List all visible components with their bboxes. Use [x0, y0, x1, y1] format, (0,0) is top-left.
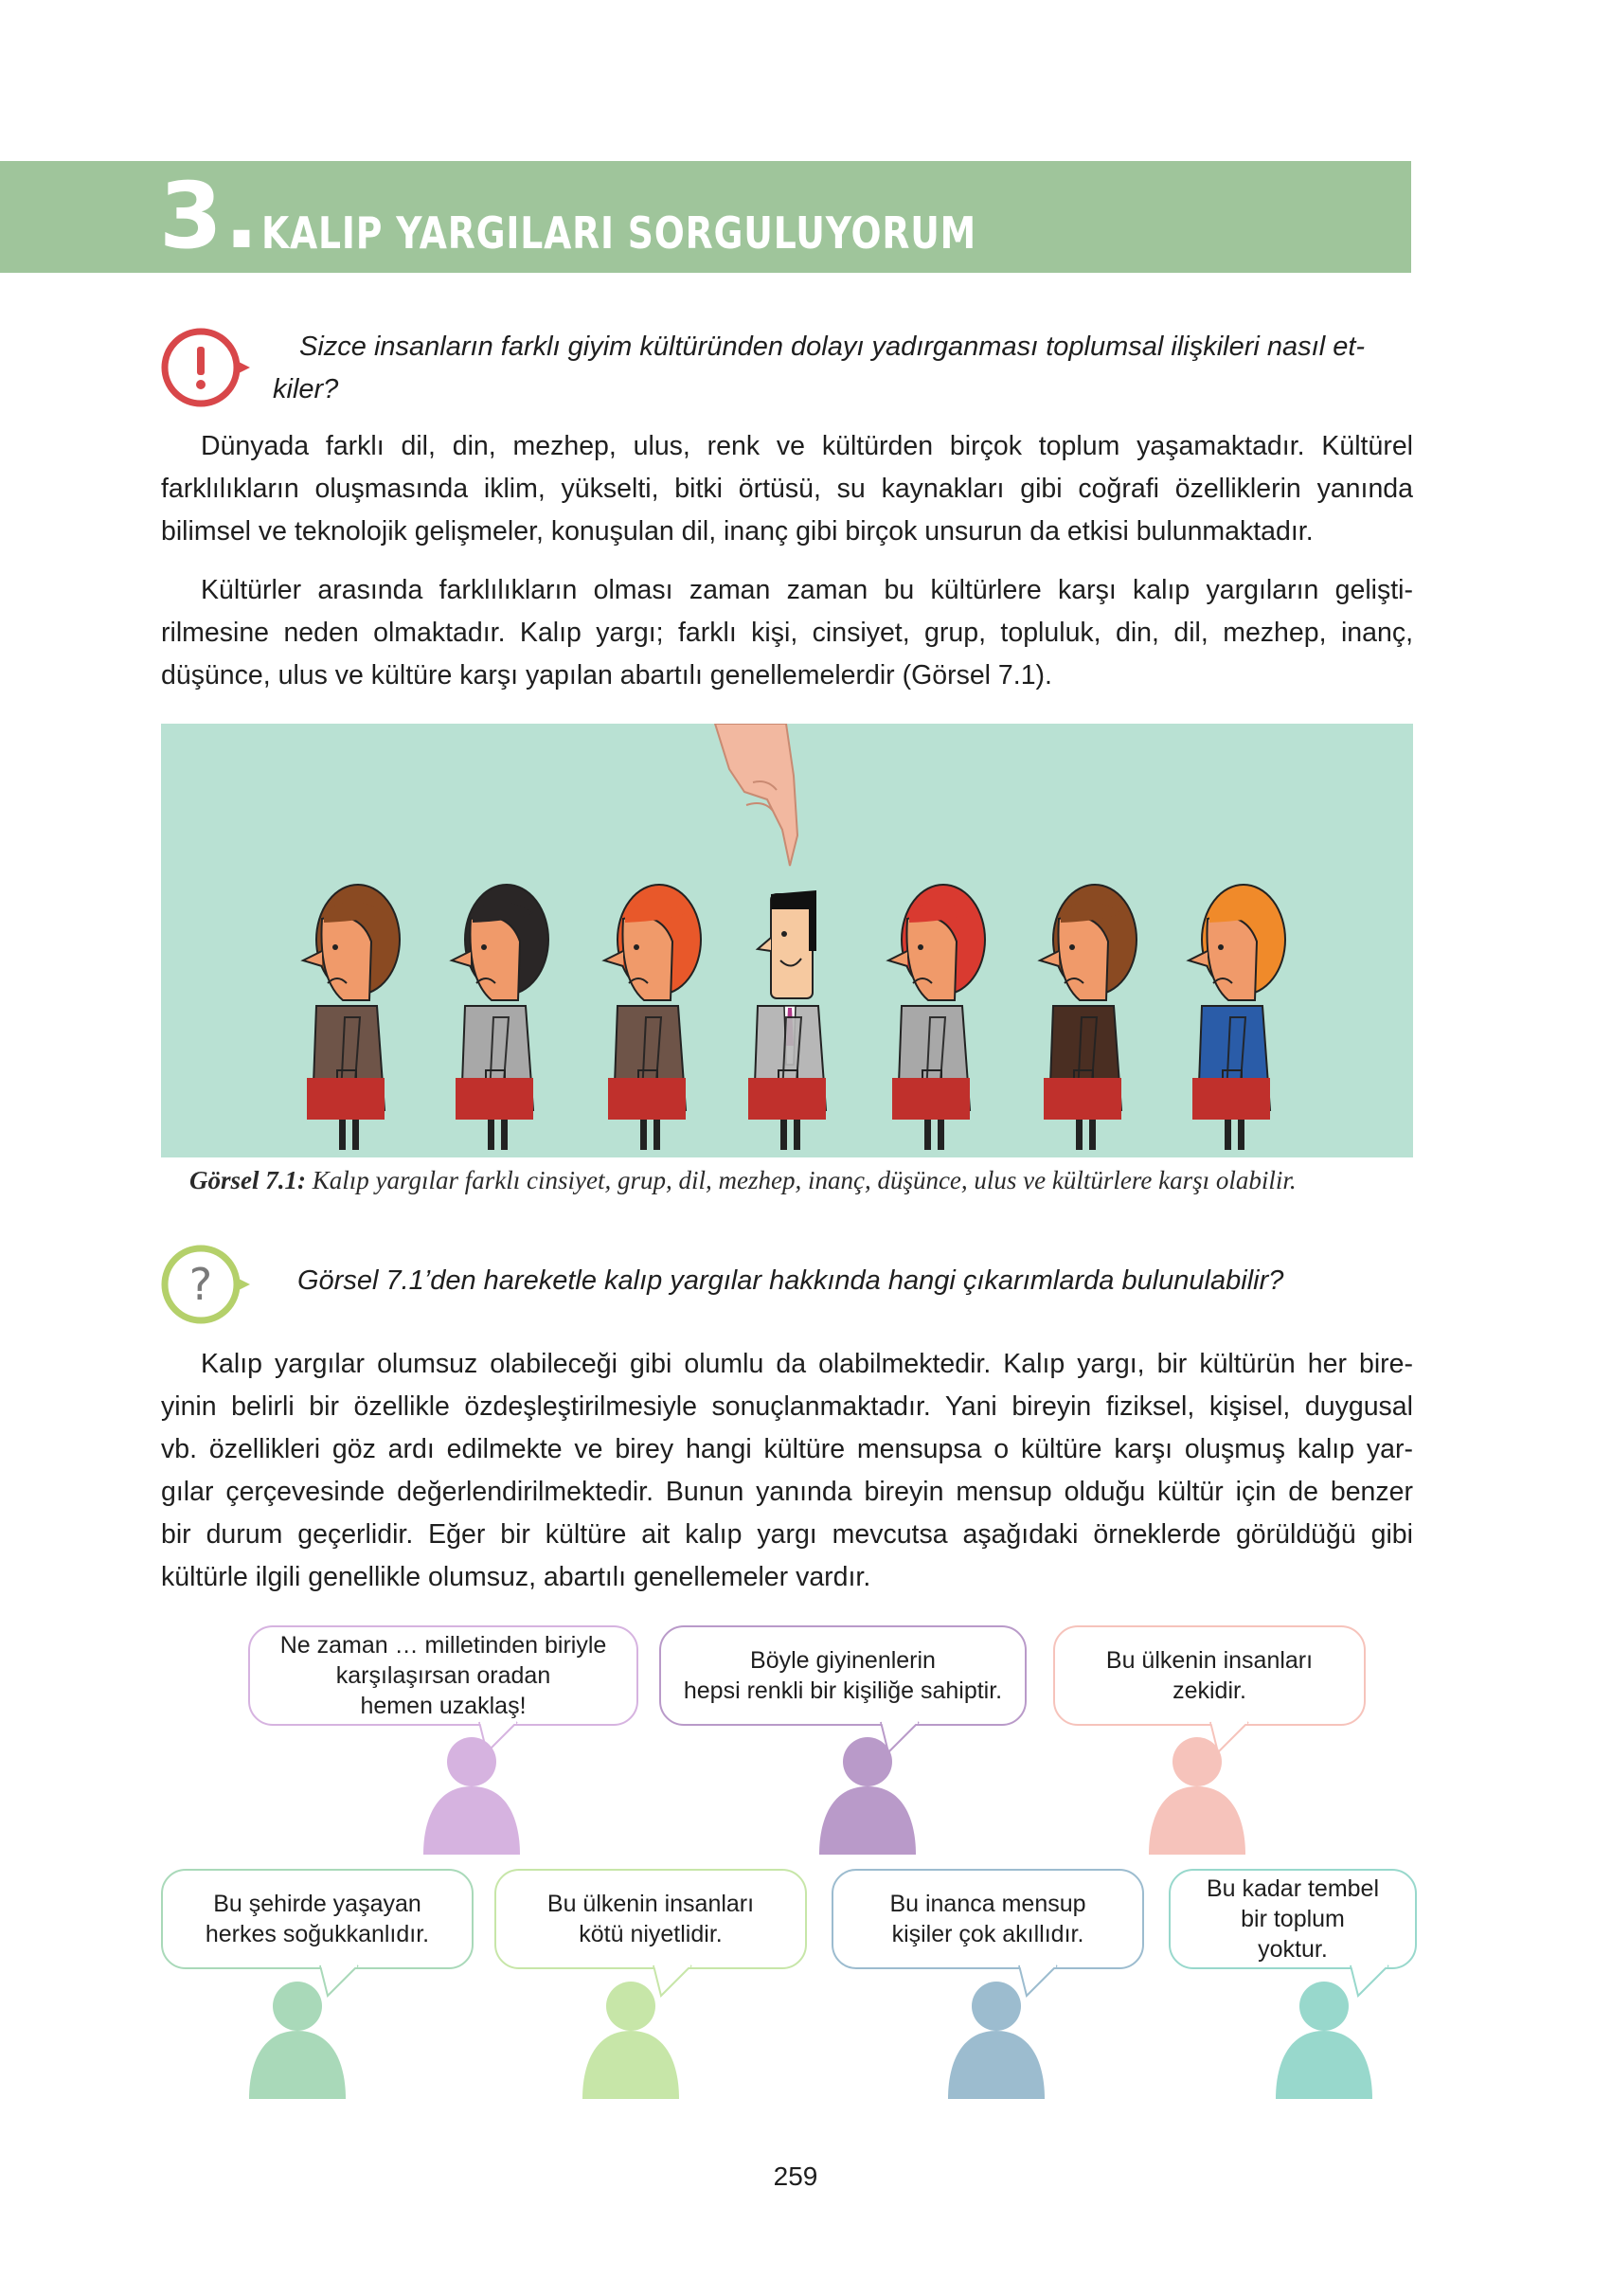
bubble-text: Ne zaman … milletinden biriyle karşılaşırsan oradan hemen uzaklaş!: [279, 1632, 607, 1719]
paragraph-line: bilimsel ve teknolojik gelişmeler, konuşulan dil, inanç gibi birçok unsurun da etkisi bulunmaktadır.: [161, 516, 1314, 547]
briefcase-icon: [892, 1078, 970, 1120]
paragraph-line: Dünyada farklı dil, din, mezhep, ulus, renk ve kültürden birçok toplum yaşamaktadır. Kültürel: [201, 431, 1413, 461]
pointing-hand-icon: [715, 724, 797, 866]
bubble-lazy-society: [1169, 1869, 1417, 1969]
paragraph-line: Kalıp yargılar olumsuz olabileceği gibi olumlu da olabilmektedir. Kalıp yargı, bir kültürün her bire-: [201, 1349, 1413, 1379]
briefcase-icon: [307, 1078, 385, 1120]
sad-woman-figure: [452, 885, 548, 1150]
paragraph-line: gılar çerçevesinde değerlendirilmektedir. Bunun yanında bireyin mensup olduğu kültür için de benzer: [161, 1477, 1413, 1507]
section-number: 3.: [159, 163, 261, 269]
briefcase-icon: [748, 1078, 826, 1120]
bubble-text: Bu ülkenin insanları kötü niyetlidir.: [546, 1891, 755, 1947]
bubble-text: Böyle giyinenlerin hepsi renkli bir kişiliğe sahiptir.: [683, 1647, 1003, 1704]
sad-woman-figure: [1040, 885, 1137, 1150]
opening-question-line-2: kiler?: [273, 374, 339, 404]
opening-question: [273, 326, 1413, 411]
person-icon: [944, 1978, 1048, 2107]
paragraph-line: kültürle ilgili genellikle olumsuz, abartılı genellemeler vardır.: [161, 1562, 871, 1592]
reflection-question: Görsel 7.1’den hareketle kalıp yargılar hakkında hangi çıkarımlarda bulunulabilir?: [297, 1265, 1284, 1296]
person-icon: [579, 1978, 683, 2107]
question-mark-icon: [159, 1239, 258, 1330]
person-icon: [245, 1978, 349, 2107]
sad-woman-figure: [303, 885, 400, 1150]
bubble-clever-believers: [832, 1869, 1144, 1969]
paragraph-1: [161, 425, 1413, 553]
bubble-avoid-nation: [248, 1625, 638, 1726]
section-title: KALIP YARGILARI SORGULUYORUM: [261, 207, 977, 259]
paragraph-2: [161, 569, 1413, 697]
bubble-ill-intentioned: [494, 1869, 807, 1969]
briefcase-icon: [456, 1078, 533, 1120]
person-icon: [1272, 1978, 1376, 2107]
person-icon: [1145, 1733, 1249, 1862]
bubble-text: Bu inanca mensup kişiler çok akıllıdır.: [889, 1891, 1086, 1947]
svg-text:?: ?: [188, 1259, 213, 1310]
sad-woman-figure: [604, 885, 701, 1150]
bubble-text: Bu şehirde yaşayan herkes soğukkanlıdır.: [205, 1891, 430, 1947]
exclamation-icon: [159, 322, 258, 413]
bubble-smart-nation: [1053, 1625, 1366, 1726]
smiling-man-figure: [748, 890, 826, 1150]
bubble-cold-blooded-city: [161, 1869, 474, 1969]
briefcase-icon: [1192, 1078, 1270, 1120]
paragraph-line: vb. özellikleri göz ardı edilmekte ve birey hangi kültüre mensupsa o kültüre karşı oluşmuş kalıp yar-: [161, 1434, 1413, 1464]
stereotype-illustration: [161, 724, 1413, 1157]
paragraph-line: düşünce, ulus ve kültüre karşı yapılan abartılı genellemelerdir (Görsel 7.1).: [161, 660, 1052, 691]
briefcase-icon: [1044, 1078, 1121, 1120]
page-number: 259: [773, 2161, 818, 2191]
sad-woman-figure: [888, 885, 985, 1150]
paragraph-3: [161, 1343, 1413, 1599]
person-icon: [815, 1733, 920, 1862]
bubble-text: Bu kadar tembel bir toplum yoktur.: [1206, 1875, 1380, 1963]
paragraph-line: farklılıkların oluşmasında iklim, yükselti, bitki örtüsü, su kaynakları gibi coğrafi özelliklerin yanında: [161, 474, 1413, 504]
paragraph-line: Kültürler arasında farklılıkların olması zaman zaman bu kültürlere karşı kalıp yargıların gelişti-: [201, 575, 1413, 605]
opening-question-line-1: Sizce insanların farklı giyim kültüründen dolayı yadırganması toplumsal ilişkileri nasıl et-: [299, 332, 1366, 362]
person-icon: [420, 1733, 524, 1862]
paragraph-line: bir durum geçerlidir. Eğer bir kültüre ait kalıp yargı mevcutsa aşağıdaki örneklerde görüldüğü gibi: [161, 1519, 1413, 1550]
bubble-text: Bu ülkenin insanları zekidir.: [1105, 1647, 1314, 1704]
caption-label: Görsel 7.1:: [189, 1166, 306, 1194]
paragraph-line: rilmesine neden olmaktadır. Kalıp yargı; farklı kişi, cinsiyet, grup, topluluk, din, dil, mezhep, inanç,: [161, 618, 1413, 648]
briefcase-icon: [608, 1078, 686, 1120]
figure-caption: [189, 1163, 1297, 1197]
bubble-colorful-personality: [659, 1625, 1027, 1726]
sad-woman-figure: [1189, 885, 1285, 1150]
paragraph-line: yinin belirli bir özellikle özdeşleştirilmesiyle sonuçlanmaktadır. Yani bireyin fiziksel, kişisel, duygusal: [161, 1391, 1413, 1422]
illustration-canvas: [161, 724, 1413, 1157]
caption-text: Kalıp yargılar farklı cinsiyet, grup, dil, mezhep, inanç, düşünce, ulus ve kültürlere karşı olabilir.: [306, 1166, 1297, 1194]
